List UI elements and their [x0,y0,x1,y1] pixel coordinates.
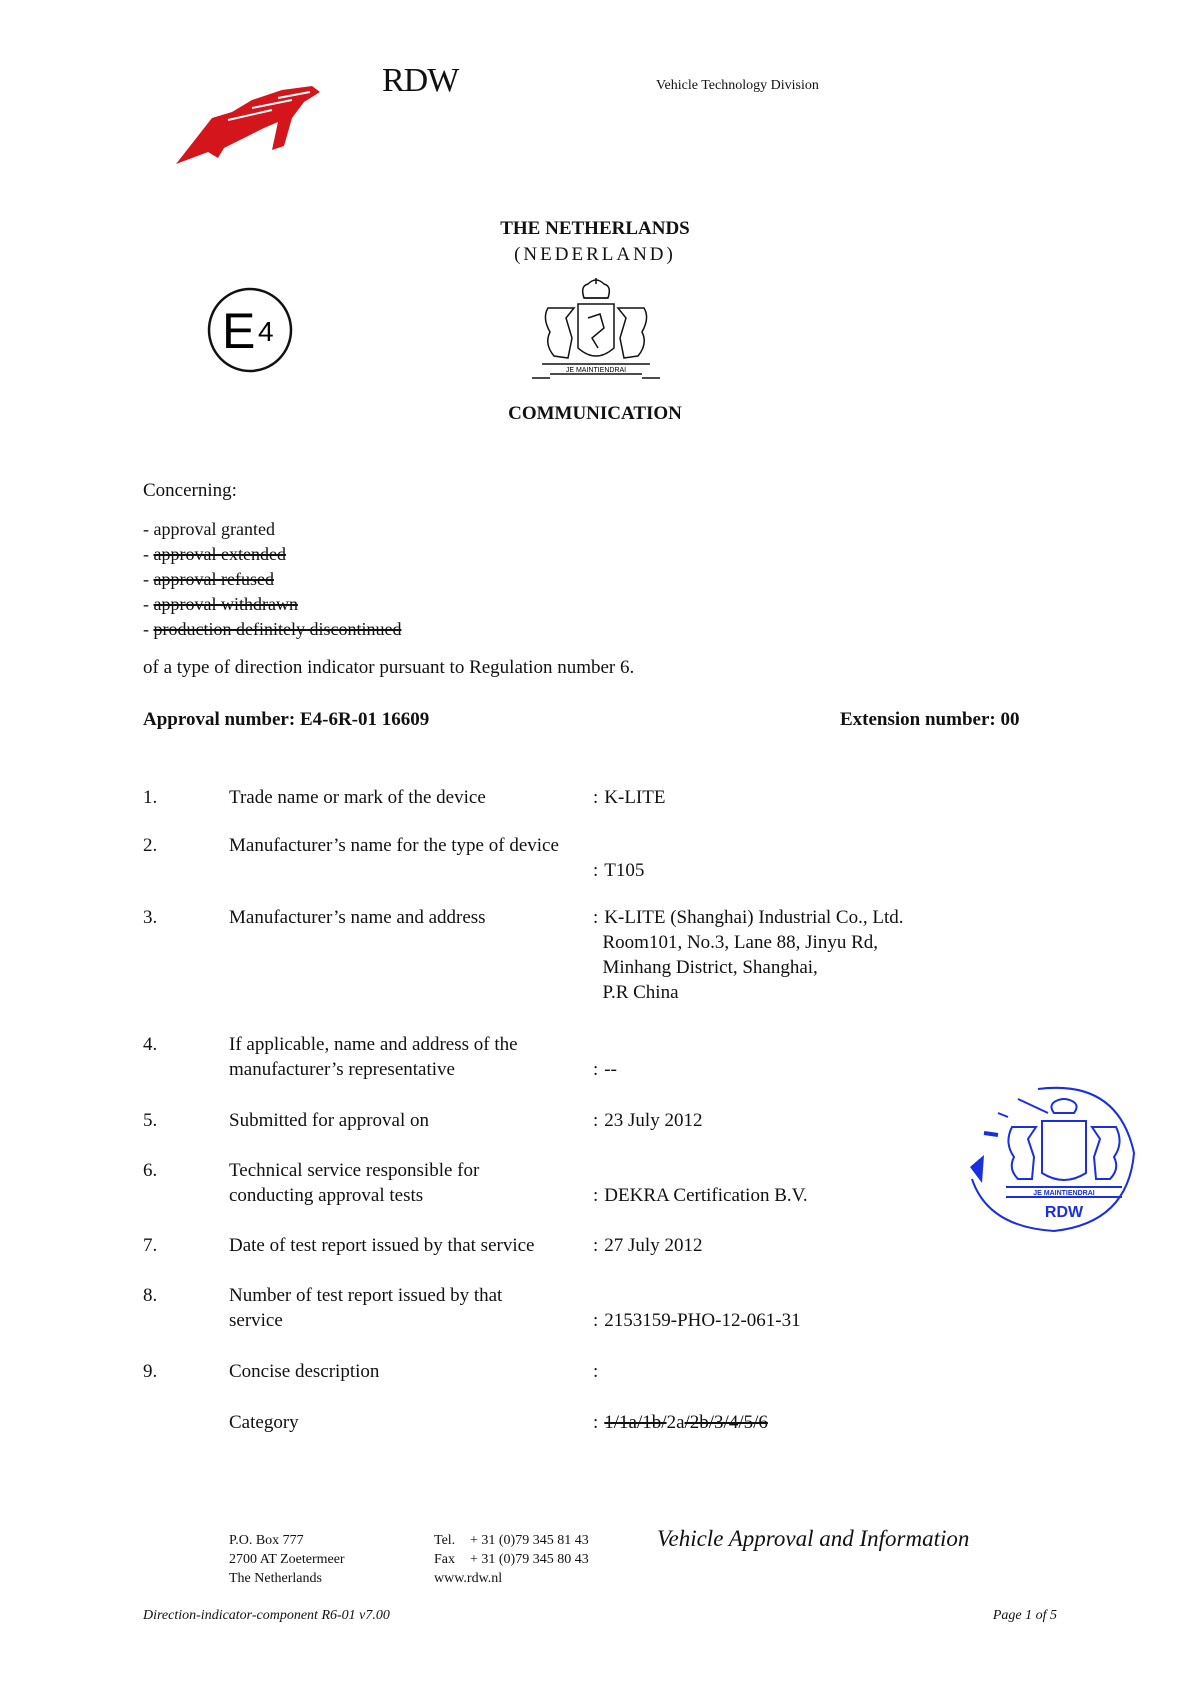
emark-number: 4 [258,316,274,347]
website-link[interactable]: www.rdw.nl [434,1571,503,1586]
approval-number: Approval number: E4-6R-01 16609 [143,709,430,730]
regulation-text: of a type of direction indicator pursuant to Regulation number 6. [143,657,635,678]
status-item-withdrawn: - approval withdrawn [143,594,298,614]
category-label: Category [229,1412,299,1433]
fax-number: + 31 (0)79 345 80 43 [470,1552,589,1567]
rdw-feather-logo-icon [172,78,322,166]
rdw-stamp-icon [968,1083,1140,1233]
category-struck-after: /2b/3/4/5/6 [684,1412,768,1433]
footer-address: P.O. Box 777 2700 AT Zoetermeer The Netherlands [229,1533,345,1586]
field-value: K-LITE (Shanghai) Industrial Co., Ltd. Room101, No.3, Lane 88, Jinyu Rd, Minhang District, Shanghai, P.R China [602,907,904,1003]
phone-number: + 31 (0)79 345 81 43 [470,1533,589,1548]
footer-contact: Tel. + 31 (0)79 345 81 43 Fax + 31 (0)79 345 80 43 www.rdw.nl [434,1533,589,1586]
document-title: COMMUNICATION [508,403,682,424]
page-number: Page 1 of 5 [992,1608,1057,1623]
status-item-refused: - approval refused [143,569,274,589]
division-name: Vehicle Technology Division [656,78,819,93]
e-mark-icon [206,286,294,374]
field-value: 23 July 2012 [604,1110,703,1131]
document-id: Direction-indicator-component R6-01 v7.00 [143,1608,390,1623]
field-value: T105 [604,860,645,881]
status-item-discontinued: - production definitely discontinued [143,619,402,639]
category-selected: 2a [666,1412,685,1433]
field-value: -- [604,1059,617,1080]
org-name: RDW [382,62,459,99]
country-name: THE NETHERLANDS [500,218,690,239]
footer-tagline: Vehicle Approval and Information [657,1526,970,1551]
status-item-extended: - approval extended [143,544,286,564]
stamp-motto: JE MAINTIENDRAI [1033,1190,1095,1197]
extension-number: Extension number: 00 [840,709,1020,730]
field-value: K-LITE [604,787,666,808]
coat-of-arms-icon [528,278,664,386]
stamp-text: RDW [1044,1204,1084,1221]
field-value: DEKRA Certification B.V. [604,1185,808,1206]
status-item-granted: - approval granted [143,519,275,539]
field-value: 2153159-PHO-12-061-31 [604,1310,801,1331]
status-list [143,517,401,642]
emark-letter: E [222,303,256,359]
field-value: 27 July 2012 [604,1235,703,1256]
category-struck-before: 1/1a/1b/ [604,1412,667,1433]
country-native-name: (NEDERLAND) [514,244,676,265]
concerning-label: Concerning: [143,480,237,501]
coat-of-arms-motto: JE MAINTIENDRAI [565,367,627,374]
